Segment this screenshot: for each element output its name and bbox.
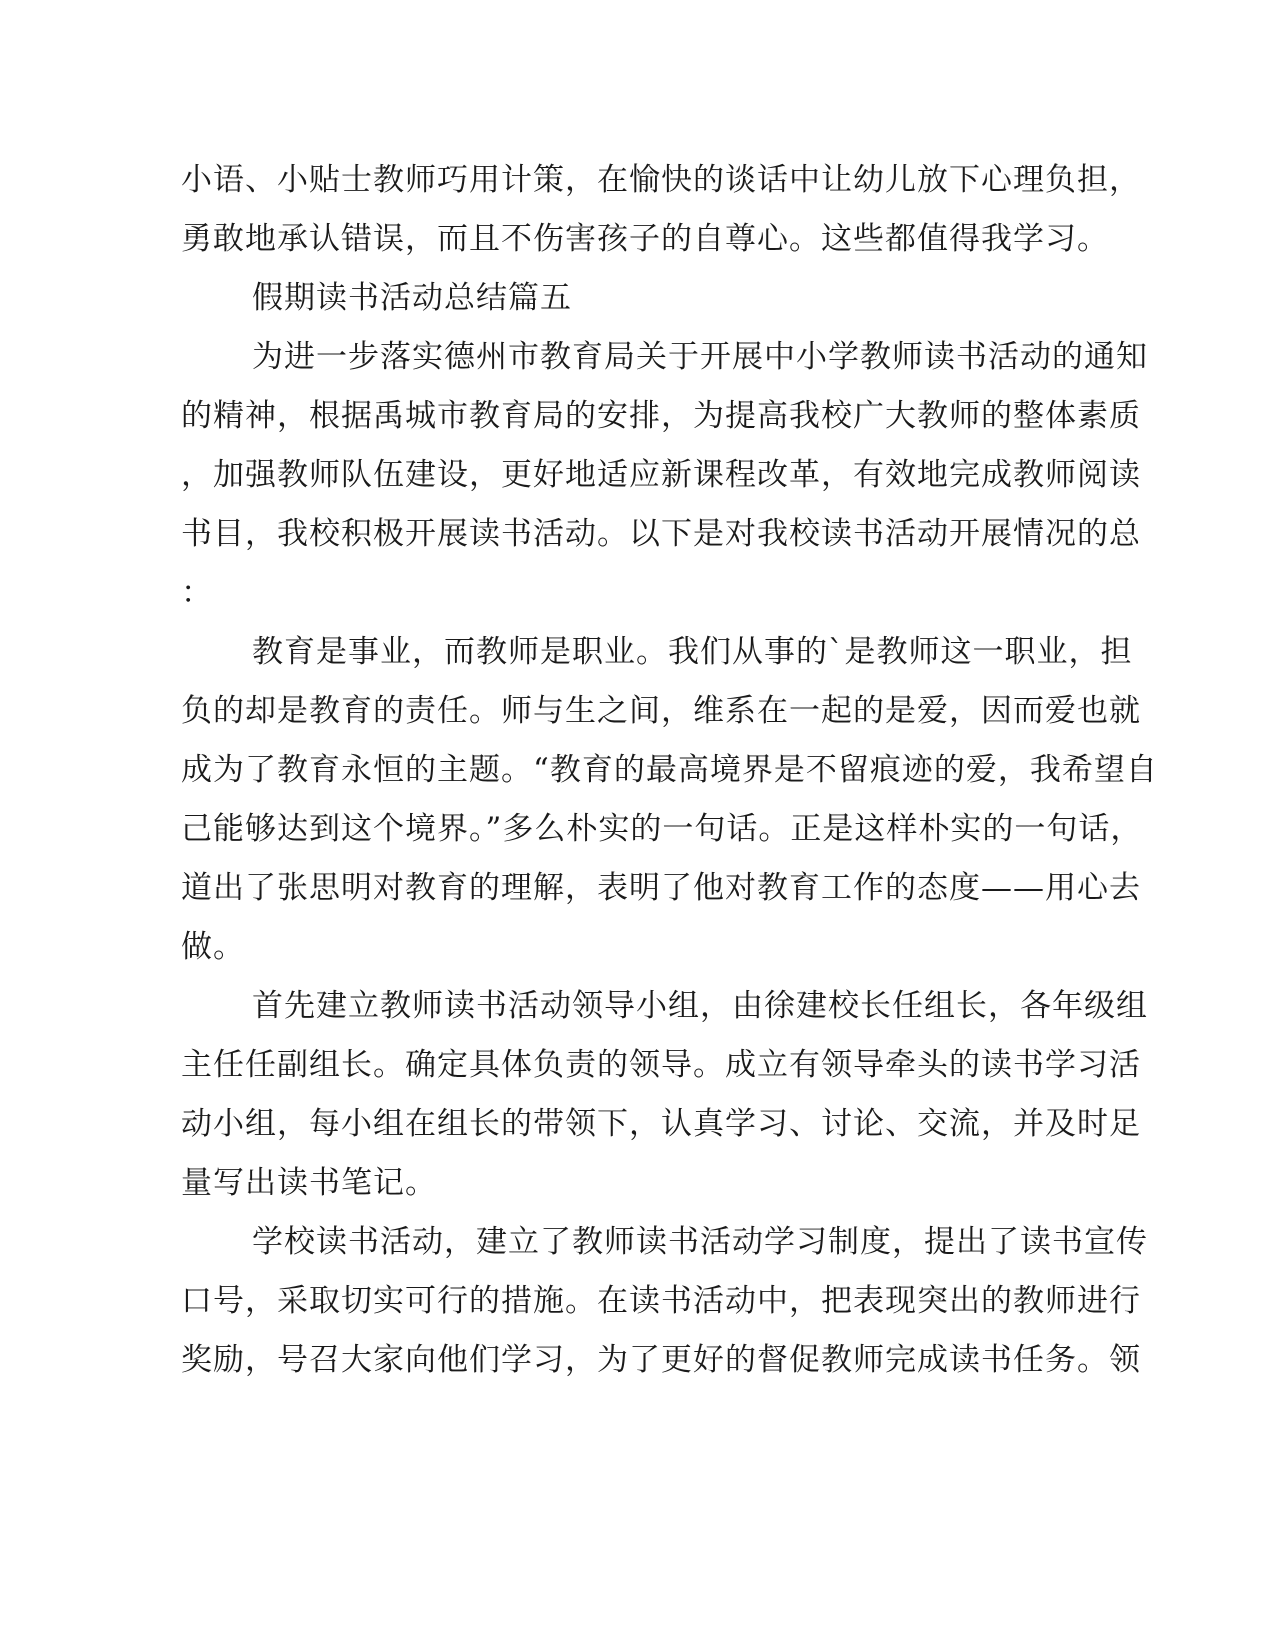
section-heading: 假期读书活动总结篇五 [252, 280, 572, 316]
text-line: 首先建立教师读书活动领导小组，由徐建校长任组长，各年级组 [252, 988, 1148, 1024]
text-line: ： [181, 575, 213, 611]
text-line: 做。 [181, 929, 245, 965]
text-line: 学校读书活动，建立了教师读书活动学习制度，提出了读书宣传 [252, 1224, 1148, 1260]
text-line: 教育是事业，而教师是职业。我们从事的`是教师这一职业，担 [252, 634, 1133, 670]
text-line: 动小组，每小组在组长的带领下，认真学习、讨论、交流，并及时足 [181, 1106, 1141, 1142]
text-line: 成为了教育永恒的主题。“教育的最高境界是不留痕迹的爱，我希望自 [181, 752, 1158, 788]
text-line: 负的却是教育的责任。师与生之间，维系在一起的是爱，因而爱也就 [181, 693, 1141, 729]
text-line: 主任任副组长。确定具体负责的领导。成立有领导牵头的读书学习活 [181, 1047, 1141, 1083]
text-line: 勇敢地承认错误，而且不伤害孩子的自尊心。这些都值得我学习。 [181, 221, 1109, 257]
text-line: 为进一步落实德州市教育局关于开展中小学教师读书活动的通知 [252, 339, 1148, 375]
text-line: 口号，采取切实可行的措施。在读书活动中，把表现突出的教师进行 [181, 1283, 1141, 1319]
text-line: 量写出读书笔记。 [181, 1165, 437, 1201]
text-line: 书目，我校积极开展读书活动。以下是对我校读书活动开展情况的总 [181, 516, 1141, 552]
text-line: 己能够达到这个境界。”多么朴实的一句话。正是这样朴实的一句话， [181, 811, 1143, 847]
text-line: 奖励，号召大家向他们学习，为了更好的督促教师完成读书任务。领 [181, 1342, 1141, 1378]
text-line: 的精神，根据禹城市教育局的安排，为提高我校广大教师的整体素质 [181, 398, 1141, 434]
text-line: 小语、小贴士教师巧用计策，在愉快的谈话中让幼儿放下心理负担， [181, 162, 1141, 198]
text-line: ，加强教师队伍建设，更好地适应新课程改革，有效地完成教师阅读 [181, 457, 1141, 493]
text-line: 道出了张思明对教育的理解，表明了他对教育工作的态度——用心去 [181, 870, 1141, 906]
